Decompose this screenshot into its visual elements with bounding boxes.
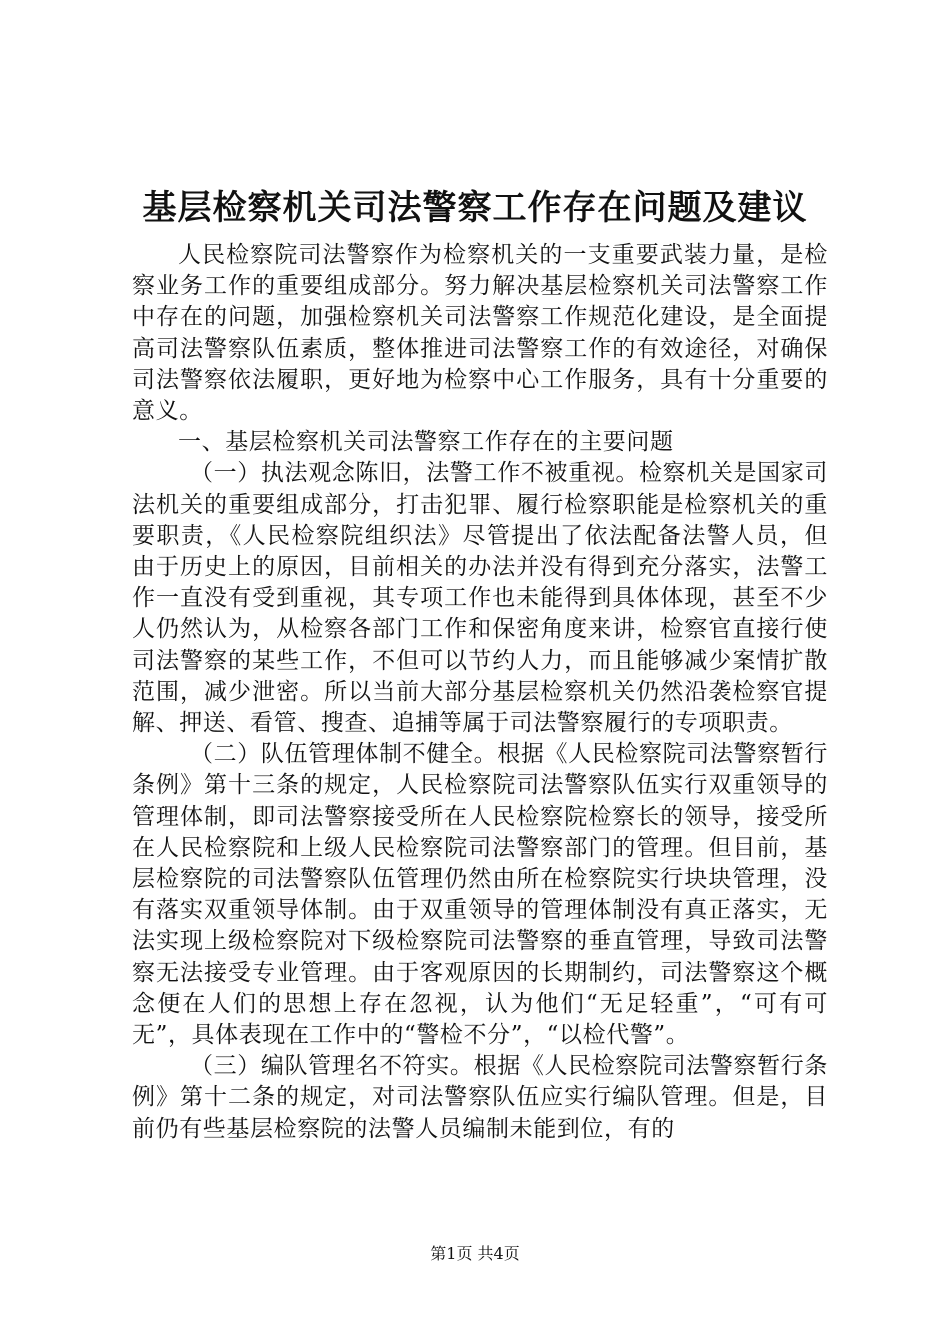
subsection-paragraph-3: （三）编队管理名不符实。根据《人民检察院司法警察暂行条例》第十二条的规定，对司法警察队伍应实行编队管理。但是，目前仍有些基层检察院的法警人员编制未能到位，有的 [132,1053,828,1142]
section-heading: 一、基层检察机关司法警察工作存在的主要问题 [178,429,674,456]
page-footer: 第1页 共4页 [430,1244,520,1263]
subsection-paragraph-2: （二）队伍管理体制不健全。根据《人民检察院司法警察暂行条例》第十三条的规定，人民检察院司法警察队伍实行双重领导的管理体制，即司法警察接受所在人民检察院检察长的领导，接受所在人民检察院和上级人民检察院司法警察部门的管理。但目前，基层检察院的司法警察队伍管理仍然由所在检察院实行块块管理，没有落实双重领导体制。由于双重领导的管理体制没有真正落实，无法实现上级检察院对下级检察院司法警察的垂直管理，导致司法警察无法接受专业管理。由于客观原因的长期制约，司法警察这个概念便在人们的思想上存在忽视，认为他们“无足轻重”，“可有可无”，具体表现在工作中的“警检不分”，“以检代警”。 [132,741,828,1049]
intro-paragraph: 人民检察院司法警察作为检察机关的一支重要武装力量，是检察业务工作的重要组成部分。努力解决基层检察机关司法警察工作中存在的问题，加强检察机关司法警察工作规范化建设，是全面提高司法警察队伍素质，整体推进司法警察工作的有效途径，对确保司法警察依法履职，更好地为检察中心工作服务，具有十分重要的意义。 [132,242,828,425]
subsection-paragraph-1: （一）执法观念陈旧，法警工作不被重视。检察机关是国家司法机关的重要组成部分，打击犯罪、履行检察职能是检察机关的重要职责，《人民检察院组织法》尽管提出了依法配备法警人员，但由于历史上的原因，目前相关的办法并没有得到充分落实，法警工作一直没有受到重视，其专项工作也未能得到具体体现，甚至不少人仍然认为，从检察各部门工作和保密角度来讲，检察官直接行使司法警察的某些工作，不但可以节约人力，而且能够减少案情扩散范围，减少泄密。所以当前大部分基层检察机关仍然沿袭检察官提解、押送、看管、搜查、追捕等属于司法警察履行的专项职责。 [132,460,828,737]
document-body [132,240,828,1145]
document-title: 基层检察机关司法警察工作存在问题及建议 [142,188,808,228]
